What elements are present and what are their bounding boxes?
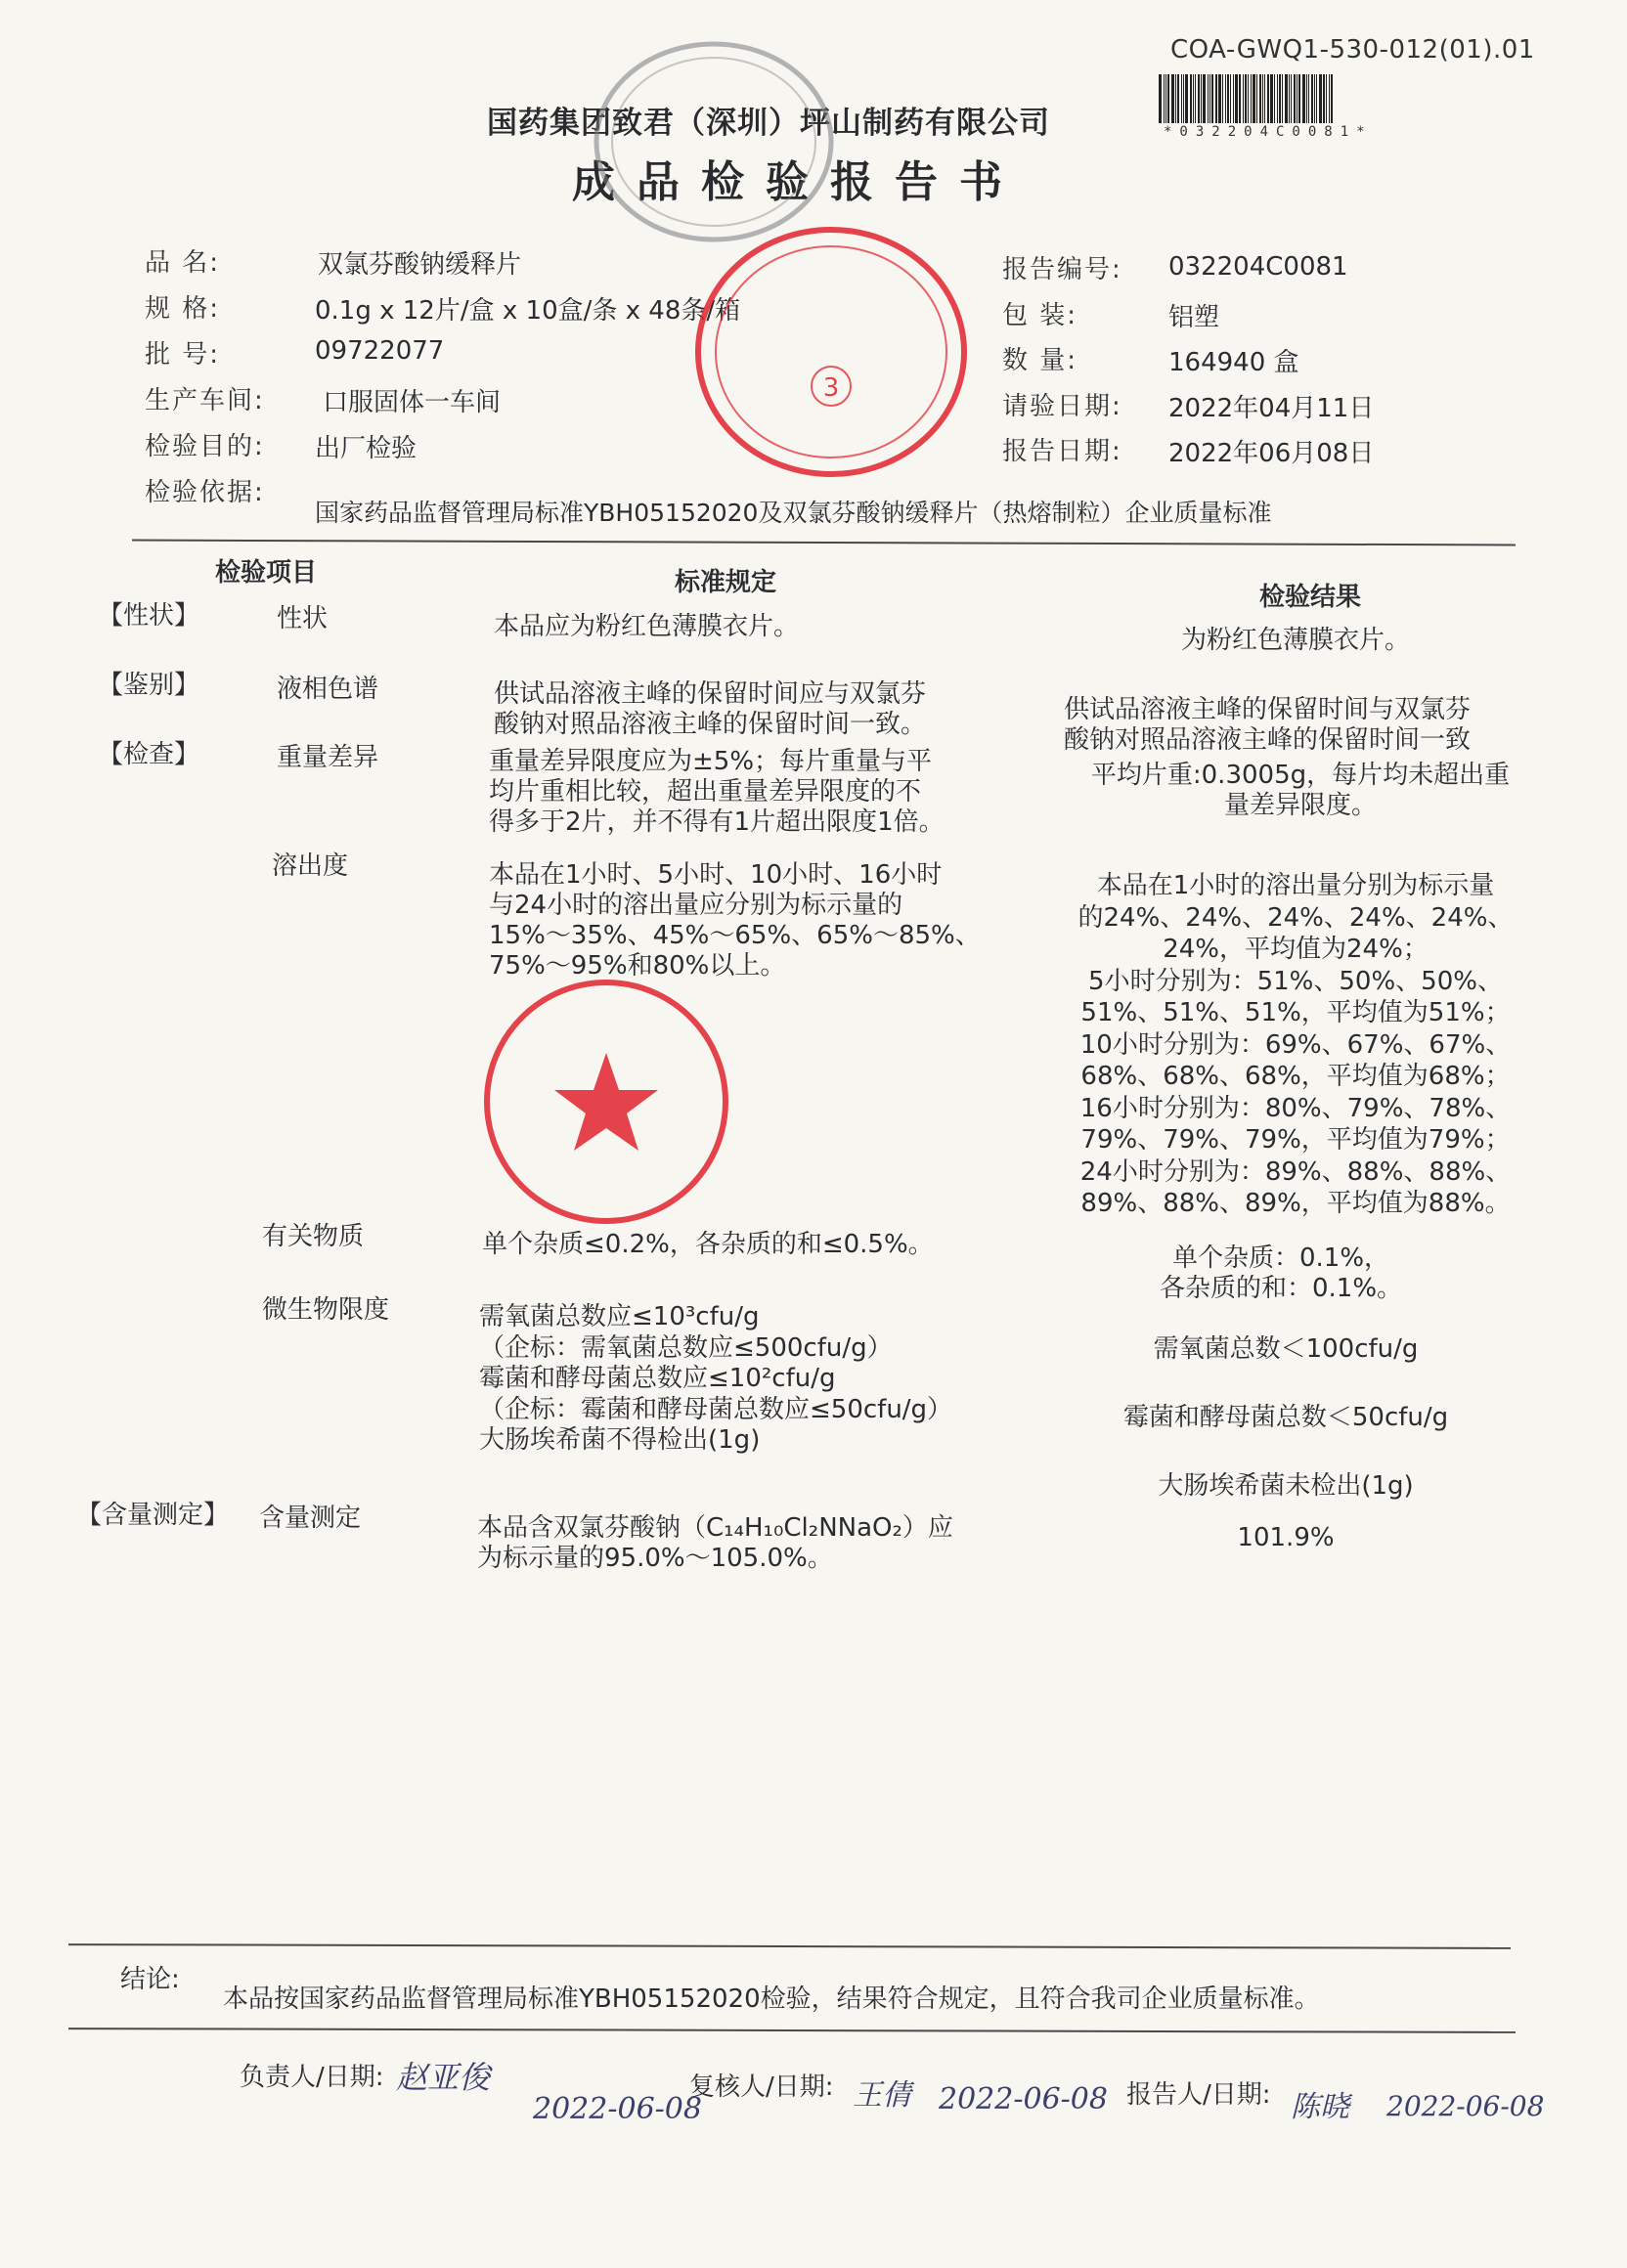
label-request-date: 请验日期: (1002, 392, 1122, 421)
company-name: 国药集团致君（深圳）坪山制药有限公司 (487, 106, 1050, 141)
barcode-bar (1208, 74, 1209, 123)
category-test: 【检查】 (98, 740, 200, 769)
text-line: 与24小时的溶出量应分别为标示量的 (489, 891, 903, 920)
barcode-bar (1227, 74, 1229, 123)
text-line: 5小时分别为：51%、50%、50%、 (1088, 966, 1503, 996)
standard-hplc (494, 679, 1041, 740)
batch-value: 09722077 (315, 336, 445, 366)
label-responsible: 负责人/日期: (240, 2063, 384, 2092)
item-microbial: 微生物限度 (262, 1295, 390, 1325)
page-title: 成品检验报告书 (572, 157, 1024, 207)
barcode-bar (1201, 74, 1202, 123)
standard-appearance (494, 612, 1041, 642)
text-line: 51%、51%、51%，平均值为51%； (1080, 998, 1511, 1027)
header-result: 检验结果 (1259, 583, 1362, 612)
barcode-bar (1326, 74, 1327, 123)
responsible-signature: 赵亚俊 (396, 2059, 491, 2096)
text-line: 本品在1小时的溶出量分别为标示量 (1096, 871, 1495, 900)
barcode-bar (1243, 74, 1244, 123)
barcode-bar (1230, 74, 1231, 123)
text-line: 量差异限度。 (1223, 791, 1377, 820)
barcode-bar (1282, 74, 1283, 123)
barcode-bar (1222, 74, 1223, 123)
basis-value: 国家药品监督管理局标准YBH05152020及双氯芬酸钠缓释片（热熔制粒）企业质量标准 (315, 499, 1272, 527)
barcode-bar (1306, 74, 1307, 123)
barcode-bar (1185, 74, 1188, 123)
barcode-bar (1211, 74, 1213, 123)
text-line: 15%～35%、45%～65%、65%～85%、 (489, 921, 981, 950)
barcode-bar (1225, 74, 1226, 123)
text-line: 的24%、24%、24%、24%、24%、 (1077, 902, 1514, 933)
text-line: 各杂质的和：0.1%。 (1159, 1274, 1403, 1303)
reviewer-signature: 王倩 (853, 2078, 911, 2113)
header-standard: 标准规定 (675, 568, 777, 597)
category-assay: 【含量测定】 (76, 1501, 230, 1530)
barcode-bar (1183, 74, 1184, 123)
text-line: 本品应为粉红色薄膜衣片。 (494, 612, 800, 641)
barcode-bar (1251, 74, 1252, 123)
barcode-bar (1164, 74, 1165, 123)
result-microbial (1041, 1315, 1530, 1520)
text-line: 10小时分别为：69%、67%、67%、 (1079, 1029, 1512, 1060)
product-name: 双氯芬酸钠缓释片 (318, 250, 522, 280)
result-weight-variation (1056, 761, 1545, 821)
text-line: 单个杂质≤0.2%，各杂质的和≤0.5%。 (482, 1230, 934, 1259)
text-line: 需氧菌总数＜100cfu/g (1153, 1334, 1419, 1364)
barcode-bar (1294, 74, 1296, 123)
barcode-bar (1233, 74, 1234, 123)
barcode-bar (1256, 74, 1257, 123)
text-line: 大肠埃希菌未检出(1g) (1158, 1471, 1414, 1501)
text-line: 需氧菌总数应≤10³cfu/g (479, 1302, 760, 1331)
label-reviewer: 复核人/日期: (689, 2072, 834, 2102)
barcode-bar (1177, 74, 1179, 123)
label-workshop: 生产车间: (145, 386, 265, 415)
barcode-bar (1203, 74, 1206, 123)
item-hplc: 液相色谱 (277, 675, 379, 704)
barcode-bar (1190, 74, 1192, 123)
barcode-bar (1253, 74, 1255, 123)
result-impurities (1051, 1243, 1511, 1304)
barcode-bar (1248, 74, 1249, 123)
text-line: 重量差异限度应为±5%；每片重量与平 (489, 747, 933, 776)
text-line: 酸钠对照品溶液主峰的保留时间一致 (1064, 725, 1472, 755)
header-item: 检验项目 (215, 558, 318, 588)
barcode-bar (1171, 74, 1174, 123)
text-line: 79%、79%、79%，平均值为79%； (1080, 1125, 1511, 1155)
barcode-bar (1195, 74, 1196, 123)
text-line: 16小时分别为：80%、79%、78%、 (1079, 1093, 1512, 1123)
barcode-bar (1159, 74, 1162, 123)
barcode-text: *032204C0081* (1164, 124, 1373, 140)
barcode (1159, 74, 1334, 123)
text-line: 酸钠对照品溶液主峰的保留时间一致。 (494, 710, 927, 739)
barcode-bar (1302, 74, 1305, 123)
text-line: 均片重相比较，超出重量差异限度的不 (489, 777, 922, 807)
item-assay: 含量测定 (259, 1504, 362, 1533)
barcode-bar (1262, 74, 1263, 123)
text-line: （企标：需氧菌总数应≤500cfu/g） (479, 1332, 893, 1363)
conclusion-text: 本品按国家药品监督管理局标准YBH05152020检验，结果符合规定，且符合我司企业质量标准。 (223, 1984, 1320, 2014)
barcode-bar (1274, 74, 1275, 123)
workshop-value: 口服固体一车间 (323, 388, 502, 417)
spec-value: 0.1g x 12片/盒 x 10盒/条 x 48条/箱 (315, 296, 741, 326)
barcode-bar (1218, 74, 1221, 123)
responsible-date: 2022-06-08 (533, 2092, 702, 2126)
barcode-bar (1215, 74, 1217, 123)
barcode-bar (1285, 74, 1288, 123)
standard-microbial (479, 1302, 1056, 1457)
label-quantity: 数 量: (1002, 346, 1078, 375)
report-no: 032204C0081 (1168, 252, 1348, 282)
text-line: 霉菌和酵母菌总数＜50cfu/g (1122, 1403, 1449, 1432)
text-line: 供试品溶液主峰的保留时间应与双氯芬 (494, 679, 927, 709)
barcode-bar (1167, 74, 1169, 123)
request-date: 2022年04月11日 (1168, 394, 1375, 423)
barcode-bar (1209, 74, 1210, 123)
barcode-bar (1316, 74, 1317, 123)
barcode-bar (1267, 74, 1269, 123)
barcode-bar (1319, 74, 1322, 123)
label-batch: 批 号: (145, 340, 221, 370)
barcode-bar (1264, 74, 1265, 123)
text-line: 平均片重:0.3005g，每片均未超出重 (1090, 761, 1511, 790)
packaging-value: 铝塑 (1168, 303, 1220, 332)
text-line: 得多于2片，并不得有1片超出限度1倍。 (489, 807, 945, 837)
label-reporter: 报告人/日期: (1126, 2080, 1271, 2110)
standard-assay (477, 1513, 1044, 1574)
text-line: 24%，平均值为24%； (1163, 935, 1429, 964)
conclusion-bottom-rule (68, 2028, 1516, 2033)
barcode-bar (1198, 74, 1200, 123)
barcode-bar (1308, 74, 1309, 123)
standard-weight-variation (489, 747, 1046, 838)
category-appearance: 【性状】 (98, 601, 200, 631)
result-dissolution (1051, 870, 1540, 1220)
barcode-bar (1323, 74, 1325, 123)
barcode-bar (1270, 74, 1273, 123)
item-dissolution: 溶出度 (272, 851, 349, 881)
barcode-bar (1331, 74, 1333, 123)
barcode-bar (1314, 74, 1315, 123)
label-purpose: 检验目的: (145, 432, 265, 461)
text-line: 68%、68%、68%，平均值为68%； (1080, 1062, 1511, 1091)
label-report-no: 报告编号: (1002, 255, 1122, 284)
purpose-value: 出厂检验 (315, 434, 418, 463)
text-line: 单个杂质：0.1%， (1171, 1243, 1390, 1273)
result-hplc (1064, 695, 1553, 756)
text-line: 101.9% (1237, 1523, 1335, 1552)
text-line: （企标：霉菌和酵母菌总数应≤50cfu/g） (479, 1394, 953, 1424)
barcode-bar (1289, 74, 1290, 123)
barcode-bar (1175, 74, 1176, 123)
category-identification: 【鉴别】 (98, 671, 200, 700)
barcode-bar (1291, 74, 1292, 123)
text-line: 为粉红色薄膜衣片。 (1180, 626, 1410, 655)
text-line: 本品在1小时、5小时、10小时、16小时 (489, 860, 943, 890)
header-rule (132, 540, 1516, 546)
report-date: 2022年06月08日 (1168, 439, 1375, 468)
barcode-bar (1193, 74, 1194, 123)
barcode-bar (1279, 74, 1281, 123)
document-code: COA-GWQ1-530-012(01).01 (1170, 35, 1535, 65)
text-line: 89%、88%、89%，平均值为88%。 (1080, 1189, 1511, 1218)
text-line: 24小时分别为：89%、88%、88%、 (1079, 1156, 1512, 1187)
text-line: 为标示量的95.0%～105.0%。 (477, 1544, 833, 1573)
label-report-date: 报告日期: (1002, 437, 1122, 466)
barcode-bar (1311, 74, 1313, 123)
text-line: 本品含双氯芬酸钠（C₁₄H₁₀Cl₂NNaO₂）应 (477, 1513, 953, 1543)
label-basis: 检验依据: (145, 478, 265, 507)
inspection-report-seal-stamp (689, 220, 973, 484)
barcode-bar (1259, 74, 1261, 123)
result-assay (1046, 1523, 1525, 1553)
text-line: 供试品溶液主峰的保留时间与双氯芬 (1064, 695, 1472, 724)
quantity-value: 164940 盒 (1168, 348, 1299, 377)
label-product-name: 品 名: (145, 248, 221, 278)
barcode-bar (1277, 74, 1278, 123)
item-impurities: 有关物质 (262, 1222, 365, 1251)
label-spec: 规 格: (145, 294, 221, 324)
barcode-bar (1298, 74, 1300, 123)
label-packaging: 包 装: (1002, 301, 1078, 330)
reporter-signature: 陈晓 (1291, 2090, 1349, 2124)
barcode-bar (1239, 74, 1241, 123)
conclusion-label: 结论: (120, 1965, 180, 1994)
reporter-date: 2022-06-08 (1386, 2090, 1545, 2122)
svg-text:3: 3 (822, 373, 840, 403)
text-line: 75%～95%和80%以上。 (489, 951, 786, 981)
text-line: 霉菌和酵母菌总数应≤10²cfu/g (479, 1364, 836, 1393)
barcode-bar (1329, 74, 1330, 123)
barcode-bar (1165, 74, 1166, 123)
barcode-bar (1181, 74, 1182, 123)
reviewer-date: 2022-06-08 (939, 2082, 1108, 2116)
barcode-bar (1235, 74, 1238, 123)
barcode-bar (1245, 74, 1247, 123)
quality-seal-stamp-red (479, 960, 733, 1243)
text-line: 大肠埃希菌不得检出(1g) (479, 1425, 761, 1455)
item-appearance: 性状 (277, 604, 329, 633)
result-appearance (1056, 626, 1535, 656)
item-weight-variation: 重量差异 (277, 743, 379, 772)
conclusion-top-rule (68, 1943, 1511, 1949)
